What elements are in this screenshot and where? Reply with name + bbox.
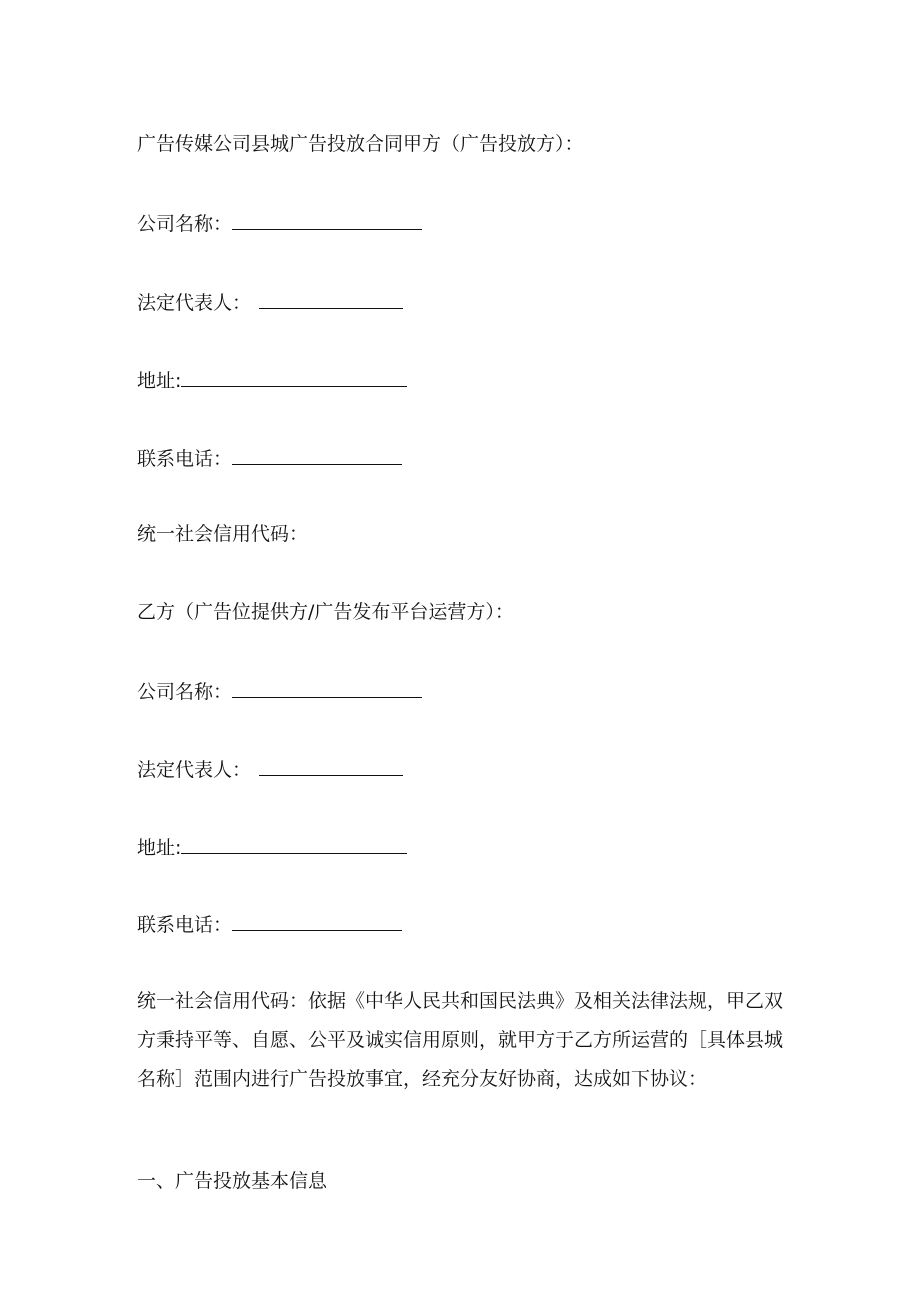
party-b-phone-row	[137, 910, 402, 938]
party-b-company-name-label: 公司名称：	[137, 681, 233, 703]
party-a-credit-code-row	[137, 521, 308, 547]
party-a-phone-row	[137, 444, 402, 472]
party-b-phone-blank[interactable]	[232, 910, 402, 931]
preamble-paragraph: 统一社会信用代码：依据《中华人民共和国民法典》及相关法律法规，甲乙双方秉持平等、自愿、公平及诚实信用原则，就甲方于乙方所运营的［具体县城名称］范围内进行广告投放事宜，经充分友好协商，达成如下协议：	[137, 990, 784, 1090]
party-b-address-blank[interactable]	[181, 833, 407, 854]
party-a-phone-blank[interactable]	[232, 444, 402, 465]
party-b-phone-label: 联系电话：	[137, 914, 233, 936]
party-a-address-label: 地址:	[137, 370, 182, 392]
party-a-company-name-blank[interactable]	[232, 209, 422, 230]
party-a-legal-rep-row	[137, 288, 403, 316]
section-1-heading	[137, 1168, 327, 1194]
party-a-legal-rep-blank[interactable]	[259, 288, 403, 309]
party-b-company-name-blank[interactable]	[232, 677, 422, 698]
party-a-phone-label: 联系电话：	[137, 448, 233, 470]
party-b-legal-rep-blank[interactable]	[259, 755, 403, 776]
title-text: 广告传媒公司县城广告投放合同甲方（广告投放方）：	[137, 133, 584, 155]
party-b-address-label: 地址:	[137, 837, 182, 859]
section-1-heading-text: 一、广告投放基本信息	[137, 1170, 328, 1192]
party-a-legal-rep-label: 法定代表人：	[137, 292, 252, 314]
contract-title	[137, 131, 584, 157]
party-b-legal-rep-label: 法定代表人：	[137, 759, 252, 781]
party-a-credit-code-label: 统一社会信用代码：	[137, 523, 309, 545]
party-b-heading	[137, 599, 514, 625]
party-b-company-name-row	[137, 677, 422, 705]
party-b-heading-text: 乙方（广告位提供方/广告发布平台运营方）：	[137, 601, 514, 623]
party-a-address-blank[interactable]	[181, 366, 407, 387]
party-b-address-row	[137, 833, 407, 861]
party-a-company-name-label: 公司名称：	[137, 213, 233, 235]
party-b-legal-rep-row	[137, 755, 403, 783]
party-a-company-name-row	[137, 209, 422, 237]
party-a-address-row	[137, 366, 407, 394]
